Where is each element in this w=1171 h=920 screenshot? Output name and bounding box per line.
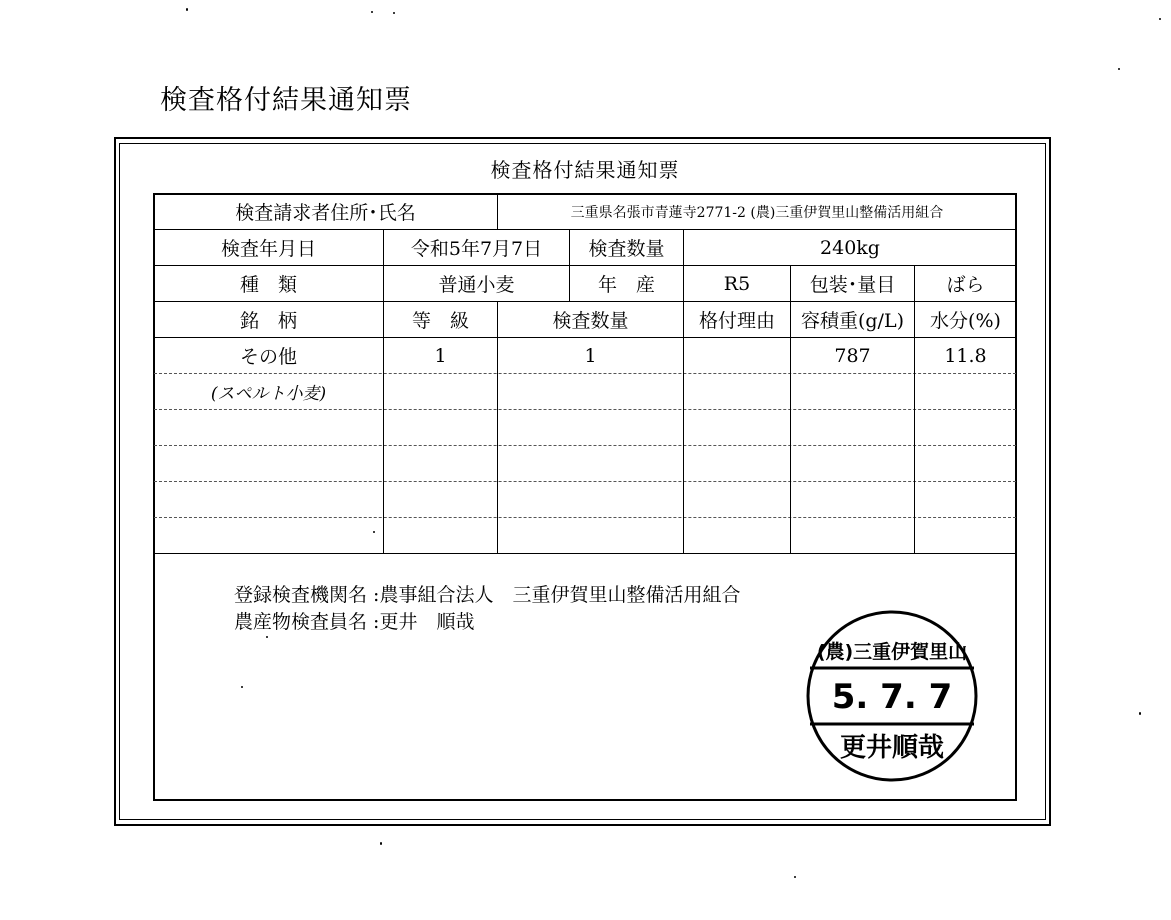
year-value: R5 <box>723 272 751 295</box>
packaging-value: ばら <box>946 274 985 296</box>
scan-speck <box>1159 18 1161 20</box>
column-header-quantity: 検査数量 <box>552 310 629 332</box>
date-stamp-seal <box>806 610 978 782</box>
packaging-label: 包装･量目 <box>809 274 896 296</box>
stamp-top-text: (農)三重伊賀里山 <box>816 641 968 663</box>
table-cell-moisture <box>915 374 1016 409</box>
inspector-value: 更井 順哉 <box>379 611 475 633</box>
table-cell-volume-weight <box>791 374 914 409</box>
table-cell-quantity: 1 <box>584 344 597 367</box>
dashed-row-divider <box>154 517 1016 518</box>
table-cell-quantity <box>498 374 683 409</box>
table-cell-brand: その他 <box>239 346 297 368</box>
inspector-line <box>234 607 474 634</box>
table-cell-grade <box>384 374 497 409</box>
table-cell-reason <box>684 338 790 373</box>
quantity-value: 240kg <box>820 236 880 259</box>
scan-speck <box>186 8 188 11</box>
scan-speck <box>1139 712 1141 715</box>
column-header-grade: 等 級 <box>411 310 469 332</box>
date-value: 令和5年7月7日 <box>410 238 543 260</box>
inspector-label: 農産物検査員名 <box>234 611 368 633</box>
table-cell-brand-handwritten: (スペルト小麦) <box>210 384 327 404</box>
scan-speck <box>266 636 268 638</box>
column-header-volume-weight: 容積重(g/L) <box>800 310 904 332</box>
year-label: 年 産 <box>597 274 655 296</box>
table-cell-volume-weight: 787 <box>834 344 871 367</box>
agency-value: 農事組合法人 三重伊賀里山整備活用組合 <box>379 584 741 606</box>
column-header-moisture: 水分(%) <box>930 310 1001 332</box>
scan-speck <box>1118 68 1120 70</box>
date-label: 検査年月日 <box>220 238 316 260</box>
kind-value: 普通小麦 <box>438 274 515 296</box>
column-header-brand: 銘 柄 <box>239 310 297 332</box>
applicant-value: 三重県名張市青蓮寺2771-2 (農)三重伊賀里山整備活用組合 <box>570 204 944 221</box>
dashed-row-divider <box>154 409 1016 410</box>
dashed-row-divider <box>154 445 1016 446</box>
stamp-bottom-text: 更井順哉 <box>839 733 945 763</box>
label-separator: : <box>367 611 380 633</box>
applicant-label: 検査請求者住所･氏名 <box>235 202 416 224</box>
scan-speck <box>794 876 796 878</box>
scan-speck <box>373 531 375 533</box>
table-cell-grade: 1 <box>434 344 447 367</box>
scan-speck <box>393 12 395 14</box>
table-cell-moisture: 11.8 <box>944 344 987 367</box>
quantity-label: 検査数量 <box>588 238 665 260</box>
kind-label: 種 類 <box>239 274 297 296</box>
column-header-reason: 格付理由 <box>698 310 775 332</box>
table-bottom-divider <box>154 553 1016 554</box>
stamp-date-text: 5. 7. 7 <box>831 677 953 717</box>
agency-label: 登録検査機関名 <box>234 584 368 606</box>
table-cell-reason <box>684 374 790 409</box>
page-title: 検査格付結果通知票 <box>160 85 412 116</box>
scan-speck <box>380 842 382 845</box>
scan-speck <box>371 11 373 13</box>
form-title: 検査格付結果通知票 <box>490 158 680 182</box>
scan-speck <box>241 686 243 688</box>
dashed-row-divider <box>154 481 1016 482</box>
agency-line <box>234 580 740 607</box>
label-separator: : <box>367 584 380 606</box>
